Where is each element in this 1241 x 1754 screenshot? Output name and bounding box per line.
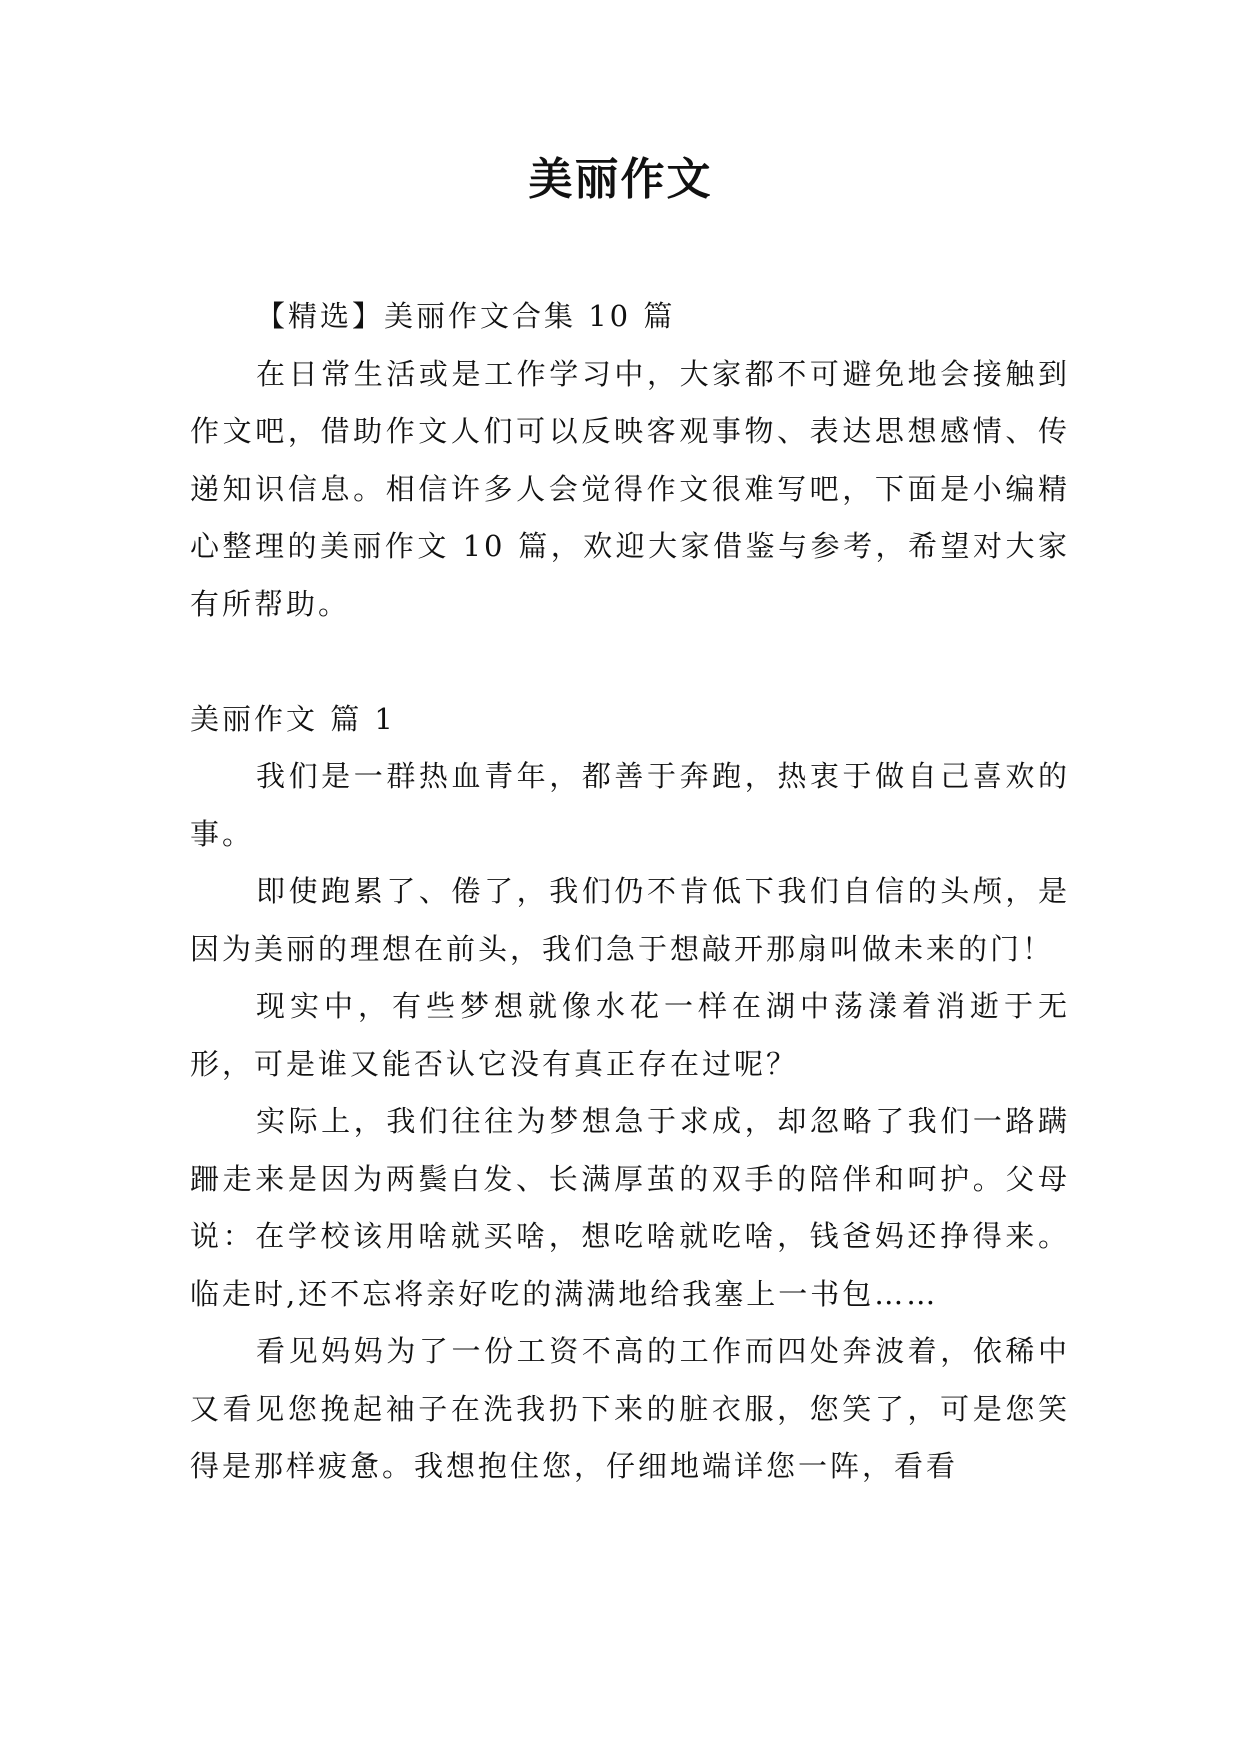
section-spacer xyxy=(190,633,1070,691)
document-title: 美丽作文 xyxy=(528,154,713,205)
collection-heading: 【精选】美丽作文合集 10 篇 xyxy=(256,299,676,333)
section-heading: 美丽作文 篇 1 xyxy=(190,701,396,736)
section-paragraph: 我们是一群热血青年，都善于奔跑，热衷于做自己喜欢的事。 xyxy=(190,759,1070,851)
section-paragraph: 看见妈妈为了一份工资不高的工作而四处奔波着，依稀中又看见您挽起袖子在洗我扔下来的脏衣服，您笑了，可是您笑得是那样疲惫。我想抱住您，仔细地端详您一阵，看看 xyxy=(190,1334,1070,1483)
section-paragraph: 实际上，我们往往为梦想急于求成，却忽略了我们一路蹒跚走来是因为两鬓白发、长满厚茧的双手的陪伴和呵护。父母说：在学校该用啥就买啥，想吃啥就吃啥，钱爸妈还挣得来。临走时,还不忘将亲好吃的满满地给我塞上一书包…… xyxy=(190,1104,1070,1311)
intro-paragraph: 在日常生活或是工作学习中，大家都不可避免地会接触到作文吧，借助作文人们可以反映客观事物、表达思想感情、传递知识信息。相信许多人会觉得作文很难写吧，下面是小编精心整理的美丽作文 10 篇，欢迎大家借鉴与参考，希望对大家有所帮助。 xyxy=(190,356,1070,621)
document-body xyxy=(190,288,1070,1496)
section-paragraph: 现实中，有些梦想就像水花一样在湖中荡漾着消逝于无形，可是谁又能否认它没有真正存在过呢？ xyxy=(190,989,1070,1081)
section-paragraph: 即使跑累了、倦了，我们仍不肯低下我们自信的头颅，是因为美丽的理想在前头，我们急于想敲开那扇叫做未来的门！ xyxy=(190,874,1070,966)
